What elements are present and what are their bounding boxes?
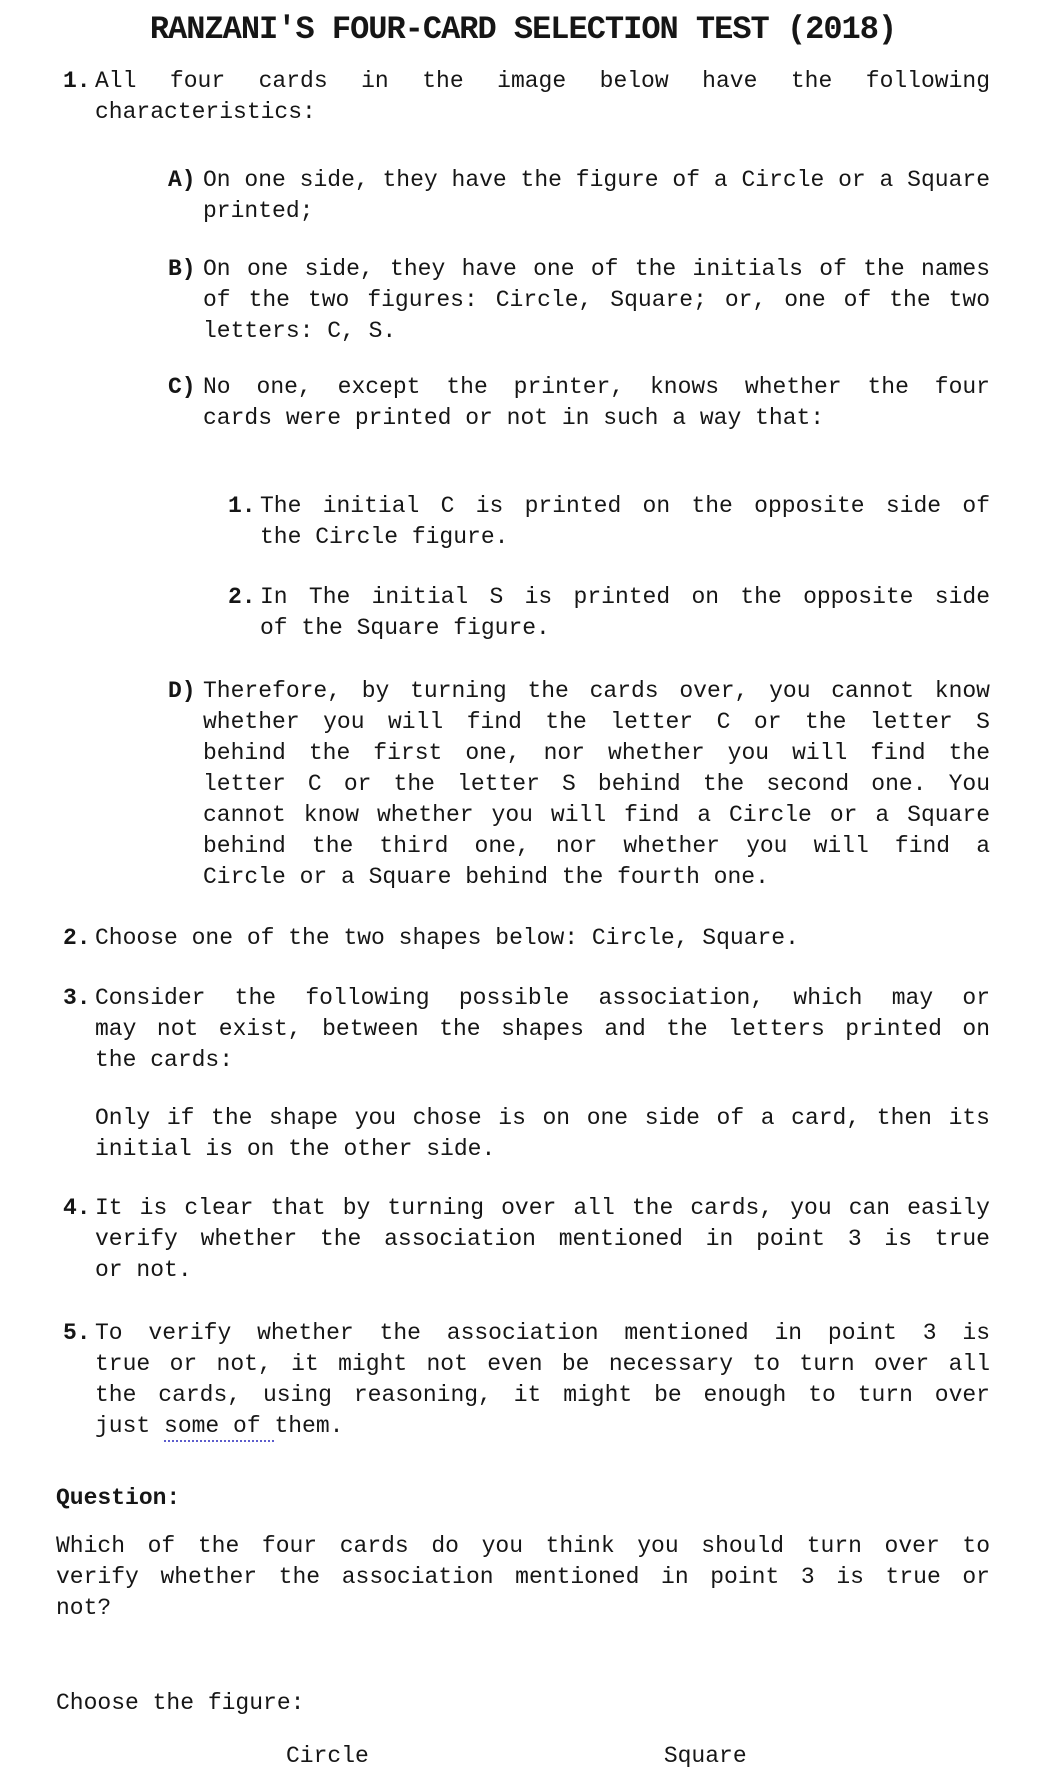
text-line: cannot know whether you will find a Circle or a Square — [203, 802, 990, 828]
nested-marker-2: 2. — [228, 584, 256, 610]
text-line: behind the first one, nor whether you will find the — [203, 740, 990, 766]
sub-item-C — [56, 372, 990, 434]
nested-marker-1: 1. — [228, 493, 256, 519]
text-line: of the two figures: Circle, Square; or, one of the two — [203, 287, 990, 313]
text-line: cards were printed or not in such a way that: — [203, 405, 825, 431]
text-line: On one side, they have the figure of a Circle or a Square — [203, 167, 990, 193]
text-line: the cards: — [95, 1047, 234, 1073]
text-line: Consider the following possible association, which may or — [95, 985, 990, 1011]
list-marker-C: C) — [168, 374, 196, 400]
option-square[interactable]: Square — [663, 1743, 747, 1769]
choose-figure-label: Choose the figure: — [56, 1690, 305, 1716]
text-line: the Circle figure. — [260, 524, 509, 550]
text-line: On one side, they have one of the initials of the names — [203, 256, 990, 282]
sub-item-A — [56, 165, 990, 227]
list-item-3 — [56, 983, 990, 1076]
text-segment: just — [95, 1413, 165, 1439]
text-line: Therefore, by turning the cards over, you cannot know — [203, 678, 990, 704]
list-item-4 — [56, 1193, 990, 1286]
sub-item-D — [56, 676, 990, 893]
text-line: printed; — [203, 198, 314, 224]
list-marker-4: 4. — [63, 1195, 91, 1221]
text-line: or not. — [95, 1257, 192, 1283]
text-line: Circle or a Square behind the fourth one. — [203, 864, 769, 890]
text-line: behind the third one, nor whether you will find a — [203, 833, 990, 859]
text-line: true or not, it might not even be necessary to turn over all — [95, 1351, 990, 1377]
list-item-3-association — [56, 1103, 990, 1165]
text-line: whether you will find the letter C or the letter S — [203, 709, 990, 735]
text-line: The initial C is printed on the opposite side of — [260, 493, 990, 519]
list-marker-1: 1. — [63, 68, 91, 94]
question-heading: Question: — [56, 1485, 181, 1511]
nested-item-1 — [56, 491, 990, 553]
text-line: verify whether the association mentioned in point 3 is true or — [56, 1564, 990, 1590]
text-line: the cards, using reasoning, it might be enough to turn over — [95, 1382, 990, 1408]
text-line: Only if the shape you chose is on one side of a card, then its — [95, 1105, 990, 1131]
text-line: initial is on the other side. — [95, 1136, 496, 1162]
text-line: Choose one of the two shapes below: Circle, Square. — [95, 925, 799, 951]
question-text — [56, 1531, 990, 1624]
list-marker-D: D) — [168, 678, 196, 704]
list-marker-2: 2. — [63, 925, 91, 951]
text-line: characteristics: — [95, 99, 316, 125]
list-marker-5: 5. — [63, 1320, 91, 1346]
text-line: No one, except the printer, knows whether the four — [203, 374, 990, 400]
text-line: All four cards in the image below have the following — [95, 68, 990, 94]
text-line: verify whether the association mentioned in point 3 is true — [95, 1226, 990, 1252]
text-line: not? — [56, 1595, 112, 1621]
list-marker-A: A) — [168, 167, 196, 193]
option-circle[interactable]: Circle — [286, 1743, 369, 1769]
text-line: letter C or the letter S behind the second one. You — [203, 771, 990, 797]
list-marker-B: B) — [168, 256, 196, 282]
text-line: of the Square figure. — [260, 615, 550, 641]
text-line: To verify whether the association mentioned in point 3 is — [95, 1320, 990, 1346]
text-line — [95, 1411, 990, 1442]
list-item-2 — [56, 923, 990, 954]
grammar-underline: some of — [164, 1413, 274, 1442]
text-line: Which of the four cards do you think you should turn over to — [56, 1533, 990, 1559]
list-marker-3: 3. — [63, 985, 91, 1011]
nested-item-2 — [56, 582, 990, 644]
text-line: In The initial S is printed on the opposite side — [260, 584, 990, 610]
list-item-5 — [56, 1318, 990, 1442]
text-segment: them. — [274, 1413, 344, 1439]
text-line: It is clear that by turning over all the cards, you can easily — [95, 1195, 990, 1221]
sub-item-B — [56, 254, 990, 347]
text-line: letters: C, S. — [203, 318, 397, 344]
list-item-1 — [56, 66, 990, 128]
figure-options — [56, 1741, 990, 1772]
page-title: RANZANI'S FOUR-CARD SELECTION TEST (2018) — [149, 11, 897, 48]
text-line: may not exist, between the shapes and the letters printed on — [95, 1016, 990, 1042]
